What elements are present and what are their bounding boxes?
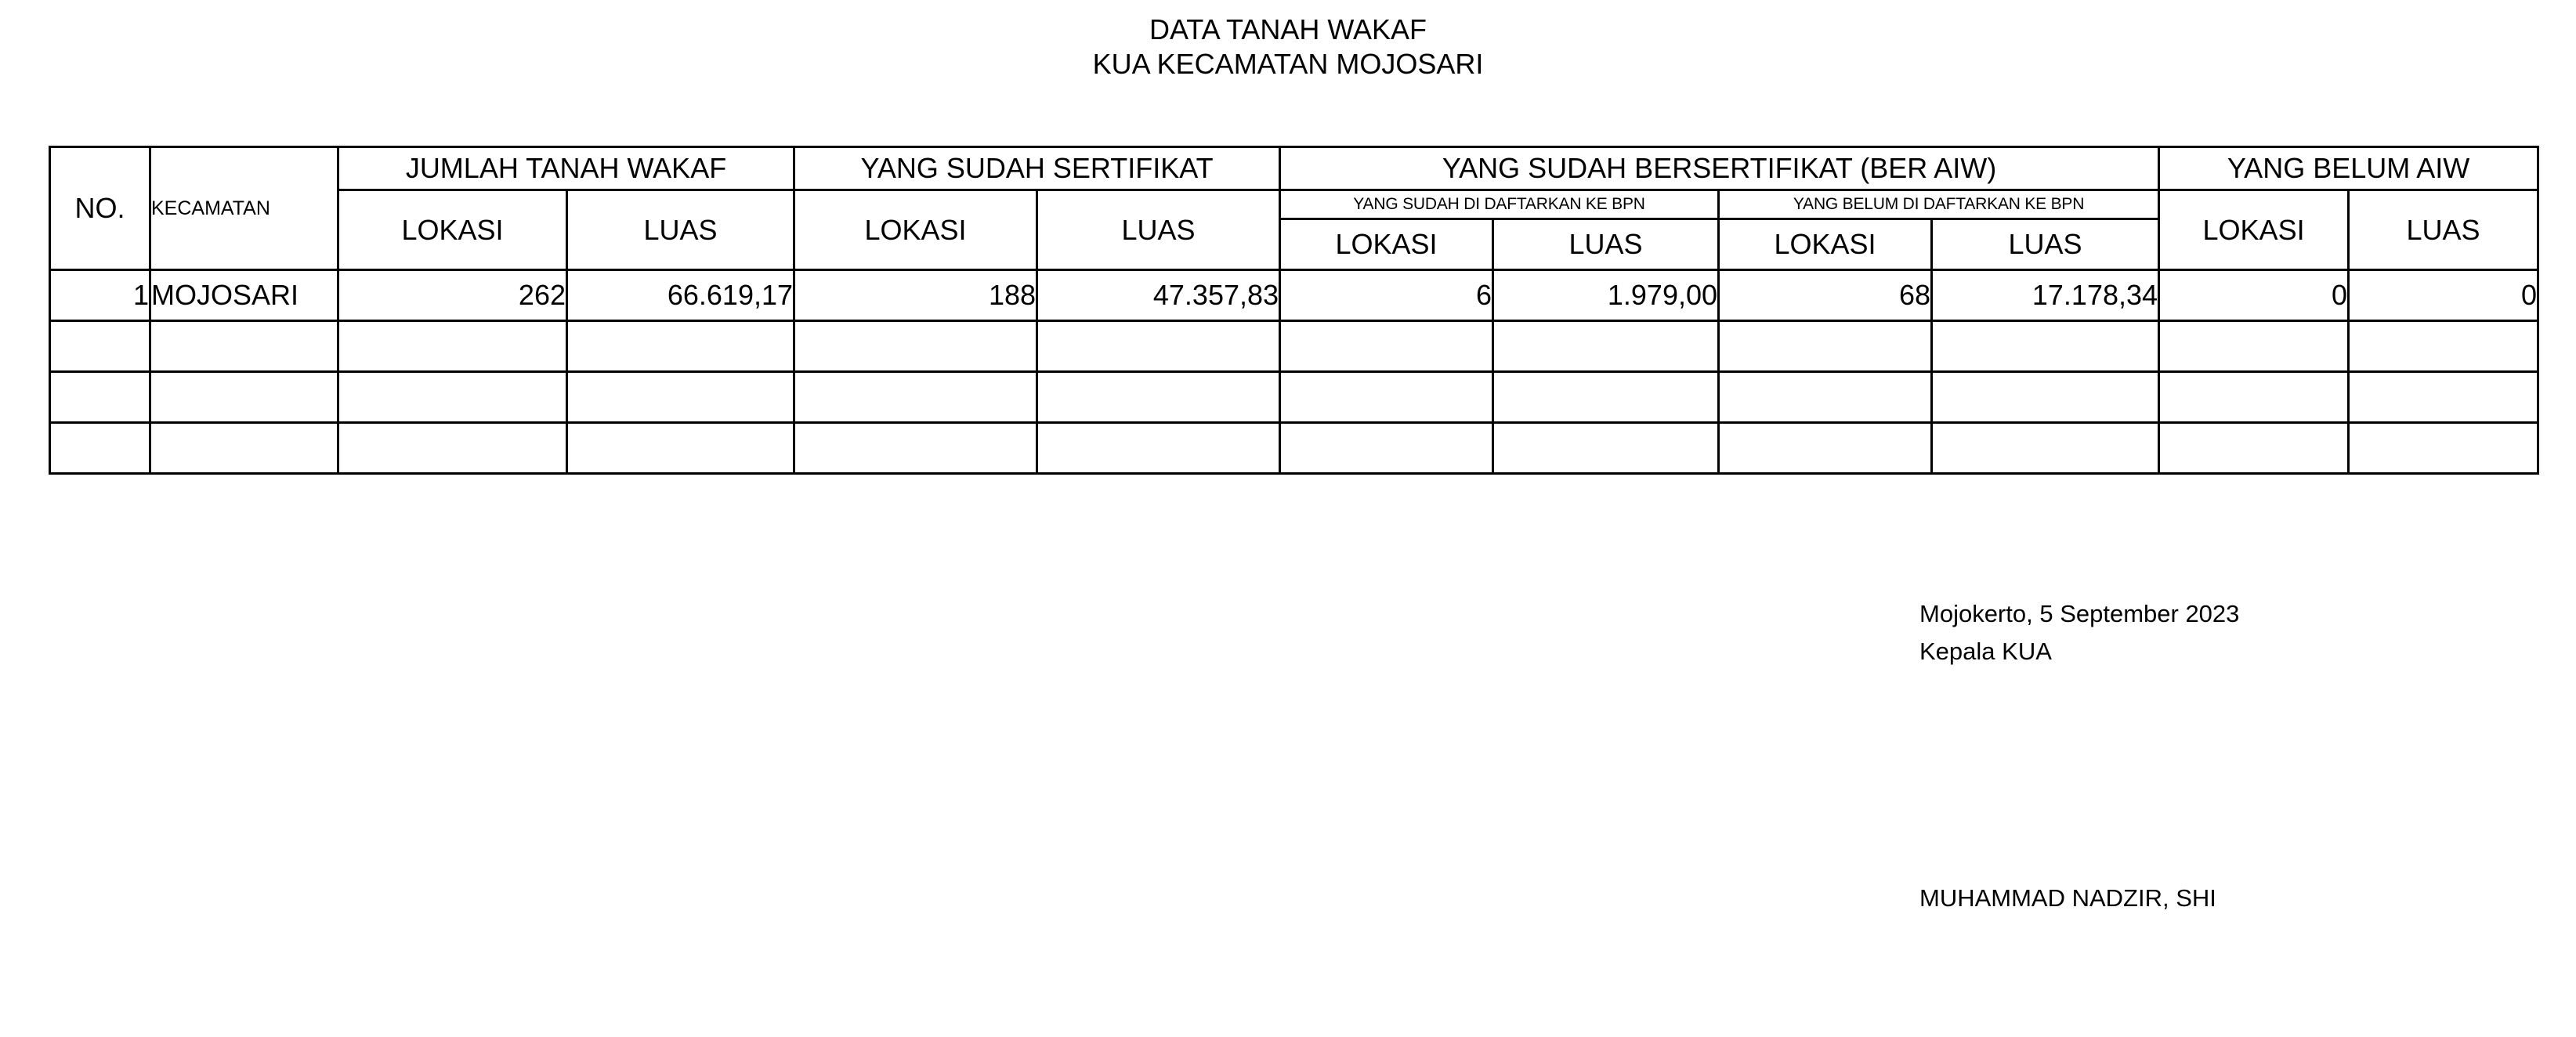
header-row-2 [50, 190, 2538, 219]
cell-jumlah-lokasi [338, 372, 567, 423]
header-jumlah-lokasi: LOKASI [338, 190, 567, 270]
header-belum-aiw-lokasi: LOKASI [2159, 190, 2349, 270]
header-belum-aiw-luas: LUAS [2349, 190, 2538, 270]
cell-sertifikat-lokasi [794, 321, 1037, 372]
header-jumlah-luas: LUAS [567, 190, 794, 270]
cell-bpn-belum-lokasi [1719, 372, 1932, 423]
header-sub-sudah-didaftarkan-bpn: YANG SUDAH DI DAFTARKAN KE BPN [1280, 190, 1719, 219]
header-bpn-belum-lokasi: LOKASI [1719, 219, 1932, 270]
header-group-sudah-sertifikat: YANG SUDAH SERTIFIKAT [794, 147, 1280, 190]
signature-block [1919, 595, 2240, 912]
cell-bpn-sudah-luas [1493, 423, 1719, 474]
table-row [50, 423, 2538, 474]
header-sertifikat-luas: LUAS [1037, 190, 1280, 270]
header-bpn-sudah-luas: LUAS [1493, 219, 1719, 270]
header-bpn-sudah-lokasi: LOKASI [1280, 219, 1493, 270]
signature-name: MUHAMMAD NADZIR, SHI [1919, 884, 2216, 912]
wakaf-data-table [49, 146, 2539, 475]
cell-kecamatan [150, 372, 338, 423]
cell-no [50, 423, 150, 474]
cell-belum-aiw-lokasi [2159, 321, 2349, 372]
document-title [0, 0, 2576, 81]
cell-bpn-sudah-lokasi [1280, 321, 1493, 372]
signature-position: Kepala KUA [1919, 638, 2052, 666]
title-line-1: DATA TANAH WAKAF [1149, 13, 1427, 45]
table-body [50, 270, 2538, 474]
cell-jumlah-lokasi: 262 [338, 270, 567, 321]
cell-bpn-sudah-luas [1493, 321, 1719, 372]
cell-jumlah-lokasi [338, 423, 567, 474]
signature-place-date: Mojokerto, 5 September 2023 [1919, 600, 2240, 627]
table-row [50, 321, 2538, 372]
cell-belum-aiw-luas [2349, 423, 2538, 474]
wakaf-table-container [49, 146, 2537, 475]
cell-sertifikat-luas: 47.357,83 [1037, 270, 1280, 321]
cell-bpn-sudah-luas: 1.979,00 [1493, 270, 1719, 321]
cell-belum-aiw-luas [2349, 321, 2538, 372]
cell-bpn-sudah-lokasi [1280, 372, 1493, 423]
cell-jumlah-lokasi [338, 321, 567, 372]
header-row-1 [50, 147, 2538, 190]
cell-kecamatan [150, 423, 338, 474]
table-row [50, 372, 2538, 423]
header-group-jumlah-tanah-wakaf: JUMLAH TANAH WAKAF [338, 147, 794, 190]
cell-jumlah-luas [567, 372, 794, 423]
cell-sertifikat-luas [1037, 423, 1280, 474]
header-no: NO. [50, 147, 150, 270]
cell-bpn-belum-luas: 17.178,34 [1932, 270, 2159, 321]
table-row [50, 270, 2538, 321]
header-sub-belum-didaftarkan-bpn: YANG BELUM DI DAFTARKAN KE BPN [1719, 190, 2159, 219]
cell-sertifikat-lokasi: 188 [794, 270, 1037, 321]
cell-bpn-sudah-lokasi: 6 [1280, 270, 1493, 321]
cell-bpn-sudah-luas [1493, 372, 1719, 423]
cell-bpn-belum-luas [1932, 372, 2159, 423]
cell-no [50, 372, 150, 423]
cell-jumlah-luas: 66.619,17 [567, 270, 794, 321]
cell-kecamatan: MOJOSARI [150, 270, 338, 321]
cell-no: 1 [50, 270, 150, 321]
title-line-2: KUA KECAMATAN MOJOSARI [1092, 47, 1484, 80]
table-header [50, 147, 2538, 270]
cell-sertifikat-luas [1037, 321, 1280, 372]
header-group-sudah-bersertifikat-ber-aiw: YANG SUDAH BERSERTIFIKAT (BER AIW) [1280, 147, 2159, 190]
cell-sertifikat-lokasi [794, 423, 1037, 474]
cell-kecamatan [150, 321, 338, 372]
cell-bpn-belum-lokasi [1719, 423, 1932, 474]
header-group-belum-aiw: YANG BELUM AIW [2159, 147, 2538, 190]
cell-bpn-belum-luas [1932, 321, 2159, 372]
header-sertifikat-lokasi: LOKASI [794, 190, 1037, 270]
cell-sertifikat-luas [1037, 372, 1280, 423]
cell-bpn-belum-lokasi [1719, 321, 1932, 372]
cell-jumlah-luas [567, 321, 794, 372]
cell-belum-aiw-lokasi [2159, 423, 2349, 474]
cell-belum-aiw-luas [2349, 372, 2538, 423]
header-kecamatan: KECAMATAN [150, 147, 338, 270]
cell-bpn-belum-lokasi: 68 [1719, 270, 1932, 321]
cell-sertifikat-lokasi [794, 372, 1037, 423]
cell-jumlah-luas [567, 423, 794, 474]
header-bpn-belum-luas: LUAS [1932, 219, 2159, 270]
cell-bpn-sudah-lokasi [1280, 423, 1493, 474]
cell-bpn-belum-luas [1932, 423, 2159, 474]
cell-belum-aiw-lokasi [2159, 372, 2349, 423]
cell-no [50, 321, 150, 372]
cell-belum-aiw-lokasi: 0 [2159, 270, 2349, 321]
cell-belum-aiw-luas: 0 [2349, 270, 2538, 321]
